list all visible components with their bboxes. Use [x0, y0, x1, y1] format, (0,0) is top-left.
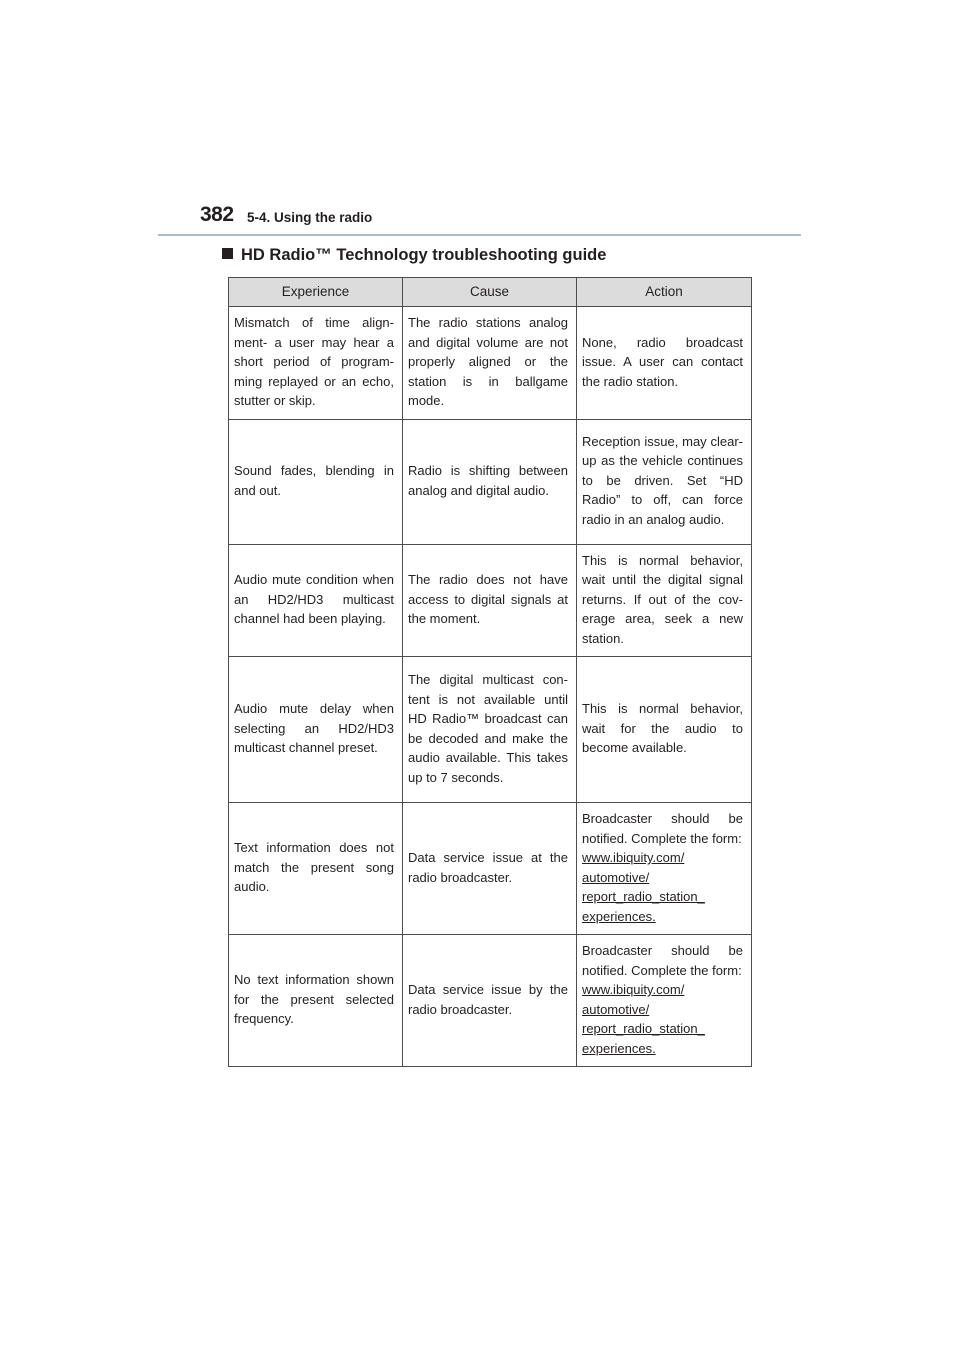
header-divider: [158, 234, 801, 236]
experience-cell: Audio mute condition when an HD2/HD3 multicast channel had been playing.: [229, 544, 403, 657]
cause-cell: Data service issue at the radio broadcaster.: [403, 803, 577, 935]
table-row: [229, 657, 752, 803]
column-header-cause: Cause: [403, 278, 577, 307]
guide-heading: [222, 244, 606, 266]
feedback-link-line[interactable]: report_radio_station_: [582, 889, 705, 904]
column-header-experience: Experience: [229, 278, 403, 307]
feedback-link-line[interactable]: www.ibiquity.com/: [582, 982, 685, 997]
experience-cell: Text information does not match the present song audio.: [229, 803, 403, 935]
action-text: Broadcaster should be notified. Complete the form:: [582, 811, 743, 846]
action-text: Broadcaster should be notified. Complete the form:: [582, 943, 743, 978]
action-cell: [577, 935, 752, 1067]
page-header: [200, 203, 800, 235]
action-cell: This is normal behavior, wait until the digital signal returns. If out of the coverage area, seek a new station.: [577, 544, 752, 657]
troubleshooting-table: [228, 277, 752, 1067]
table-row: [229, 307, 752, 420]
table-row: [229, 419, 752, 544]
experience-cell: Sound fades, blending in and out.: [229, 419, 403, 544]
action-cell: This is normal behavior, wait for the audio to become available.: [577, 657, 752, 803]
guide-heading-text: HD Radio™ Technology troubleshooting guide: [241, 246, 607, 264]
cause-cell: The radio stations analog and digital volume are not properly aligned or the station is in ballgame mode.: [403, 307, 577, 420]
table-header-row: [229, 278, 752, 307]
section-title: 5-4. Using the radio: [247, 210, 373, 225]
page-number: 382: [200, 203, 234, 226]
action-cell: [577, 803, 752, 935]
table-row: [229, 803, 752, 935]
table-row: [229, 935, 752, 1067]
cause-cell: The digital multicast content is not available until HD Radio™ broadcast can be decoded and make the audio available. This takes up to 7 seconds.: [403, 657, 577, 803]
action-cell: Reception issue, may clear-up as the vehicle continues to be driven. Set “HD Radio” to off, can force radio in an analog audio.: [577, 419, 752, 544]
experience-cell: Audio mute delay when selecting an HD2/HD3 multicast channel preset.: [229, 657, 403, 803]
cause-cell: Data service issue by the radio broadcaster.: [403, 935, 577, 1067]
column-header-action: Action: [577, 278, 752, 307]
table-row: [229, 544, 752, 657]
feedback-link-line[interactable]: automotive/: [582, 869, 650, 885]
experience-cell: No text information shown for the present selected frequency.: [229, 935, 403, 1067]
cause-cell: The radio does not have access to digital signals at the moment.: [403, 544, 577, 657]
experience-cell: Mismatch of time alignment- a user may hear a short period of programming replayed or an echo, stutter or skip.: [229, 307, 403, 420]
cause-cell: Radio is shifting between analog and digital audio.: [403, 419, 577, 544]
feedback-link-line[interactable]: www.ibiquity.com/: [582, 850, 685, 865]
feedback-link-line[interactable]: experiences.: [582, 1040, 656, 1056]
feedback-link-line[interactable]: report_radio_station_: [582, 1021, 705, 1036]
square-bullet-icon: [222, 248, 233, 259]
action-cell: None, radio broadcast issue. A user can contact the radio station.: [577, 307, 752, 420]
feedback-link-line[interactable]: automotive/: [582, 1001, 650, 1017]
feedback-link-line[interactable]: experiences.: [582, 908, 656, 924]
